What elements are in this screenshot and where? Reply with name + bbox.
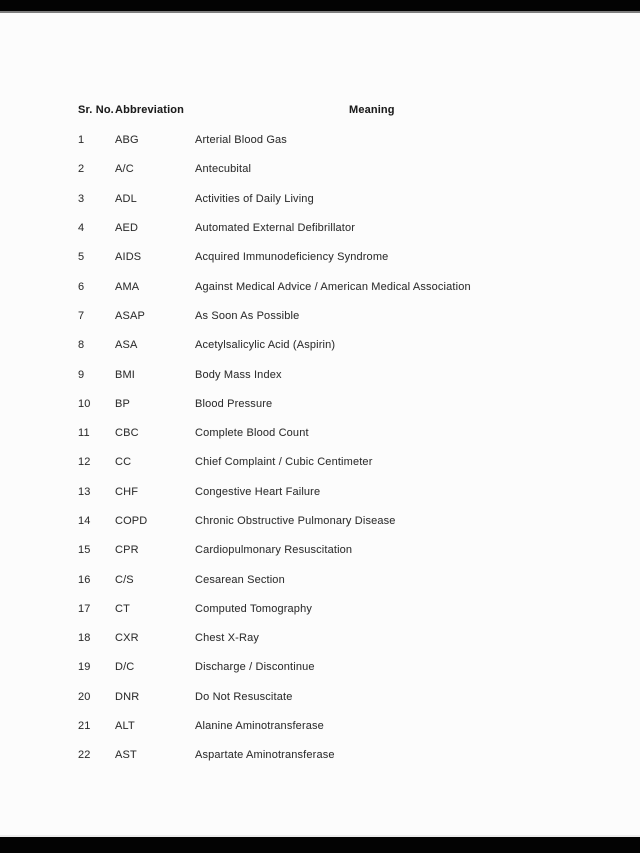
table-row (0, 331, 640, 360)
row-abbreviation: D/C (115, 661, 135, 674)
table-row (0, 682, 640, 711)
row-sr-no: 6 (78, 280, 85, 293)
row-abbreviation: A/C (115, 163, 134, 176)
row-abbreviation: ABG (115, 134, 139, 147)
row-sr-no: 15 (78, 544, 91, 557)
row-sr-no: 22 (78, 749, 91, 762)
row-sr-no: 9 (78, 368, 85, 381)
table-row (0, 213, 640, 242)
table-row (0, 536, 640, 565)
row-sr-no: 4 (78, 222, 85, 235)
row-meaning: Alanine Aminotransferase (195, 720, 324, 733)
row-meaning: Automated External Defibrillator (195, 222, 356, 235)
table-row (0, 594, 640, 623)
table-row (0, 243, 640, 272)
row-sr-no: 13 (78, 485, 91, 498)
row-meaning: Arterial Blood Gas (195, 134, 287, 147)
row-sr-no: 5 (78, 251, 85, 264)
row-meaning: Chest X-Ray (195, 632, 260, 645)
row-abbreviation: CBC (115, 427, 139, 440)
row-abbreviation: CT (115, 602, 130, 615)
row-meaning: Cardiopulmonary Resuscitation (195, 544, 353, 557)
row-meaning: Acetylsalicylic Acid (Aspirin) (195, 339, 336, 352)
document-page (0, 13, 640, 835)
row-meaning: Chronic Obstructive Pulmonary Disease (195, 515, 396, 527)
row-meaning: Against Medical Advice / American Medical Association (195, 280, 471, 293)
row-meaning: Body Mass Index (195, 368, 282, 381)
bottom-letterbox-bar (0, 835, 640, 853)
row-meaning: Antecubital (195, 163, 252, 176)
row-sr-no: 19 (78, 661, 91, 674)
row-sr-no: 12 (78, 456, 91, 469)
row-abbreviation: CXR (115, 632, 139, 645)
table-row (0, 741, 640, 770)
row-sr-no: 10 (78, 397, 91, 410)
table-row (0, 272, 640, 301)
row-sr-no: 3 (78, 192, 85, 205)
table-row (0, 448, 640, 477)
row-meaning: Chief Complaint / Cubic Centimeter (195, 456, 373, 469)
table-row (0, 624, 640, 653)
table-header (0, 103, 640, 118)
row-abbreviation: BP (115, 397, 130, 410)
row-meaning: Complete Blood Count (195, 427, 309, 440)
row-meaning: Computed Tomography (195, 602, 312, 615)
row-abbreviation: ALT (115, 720, 135, 733)
row-abbreviation: CHF (115, 485, 139, 498)
row-sr-no: 18 (78, 632, 91, 645)
row-meaning: As Soon As Possible (195, 309, 300, 322)
table-row (0, 301, 640, 330)
table-row (0, 184, 640, 213)
table-row (0, 126, 640, 155)
row-abbreviation: C/S (115, 573, 134, 586)
row-abbreviation: AST (115, 749, 137, 762)
row-sr-no: 17 (78, 602, 91, 615)
table-row (0, 653, 640, 682)
header-meaning: Meaning (349, 104, 395, 116)
abbreviation-table (0, 126, 640, 771)
row-abbreviation: AED (115, 222, 139, 235)
table-row (0, 711, 640, 740)
table-row (0, 360, 640, 389)
row-sr-no: 2 (78, 163, 85, 176)
row-meaning: Congestive Heart Failure (195, 485, 321, 498)
row-sr-no: 21 (78, 720, 91, 733)
row-abbreviation: CC (115, 456, 132, 469)
row-abbreviation: AMA (115, 280, 140, 293)
row-meaning: Blood Pressure (195, 397, 273, 410)
row-abbreviation: ASAP (115, 309, 145, 322)
table-row (0, 477, 640, 506)
row-sr-no: 20 (78, 690, 91, 703)
row-abbreviation: AIDS (115, 251, 142, 264)
table-row (0, 506, 640, 535)
top-letterbox-bar (0, 0, 640, 13)
row-meaning: Aspartate Aminotransferase (195, 749, 335, 762)
row-meaning: Acquired Immunodeficiency Syndrome (195, 251, 389, 264)
row-sr-no: 7 (78, 309, 85, 322)
table-row (0, 418, 640, 447)
row-meaning: Cesarean Section (195, 573, 285, 586)
row-abbreviation: ASA (115, 339, 138, 352)
row-meaning: Do Not Resuscitate (195, 690, 293, 703)
header-abbreviation: Abbreviation (115, 104, 185, 116)
row-sr-no: 16 (78, 573, 91, 586)
header-sr-no: Sr. No. (78, 104, 114, 116)
row-meaning: Activities of Daily Living (195, 192, 314, 205)
row-abbreviation: DNR (115, 690, 140, 703)
table-row (0, 565, 640, 594)
row-abbreviation: BMI (115, 368, 136, 381)
table-row (0, 389, 640, 418)
row-meaning: Discharge / Discontinue (195, 661, 315, 674)
row-sr-no: 1 (78, 134, 85, 147)
row-abbreviation: CPR (115, 544, 139, 557)
table-row (0, 155, 640, 184)
row-sr-no: 11 (78, 427, 90, 440)
row-abbreviation: ADL (115, 192, 137, 205)
row-abbreviation: COPD (115, 515, 148, 527)
row-sr-no: 14 (78, 515, 91, 527)
row-sr-no: 8 (78, 339, 85, 352)
